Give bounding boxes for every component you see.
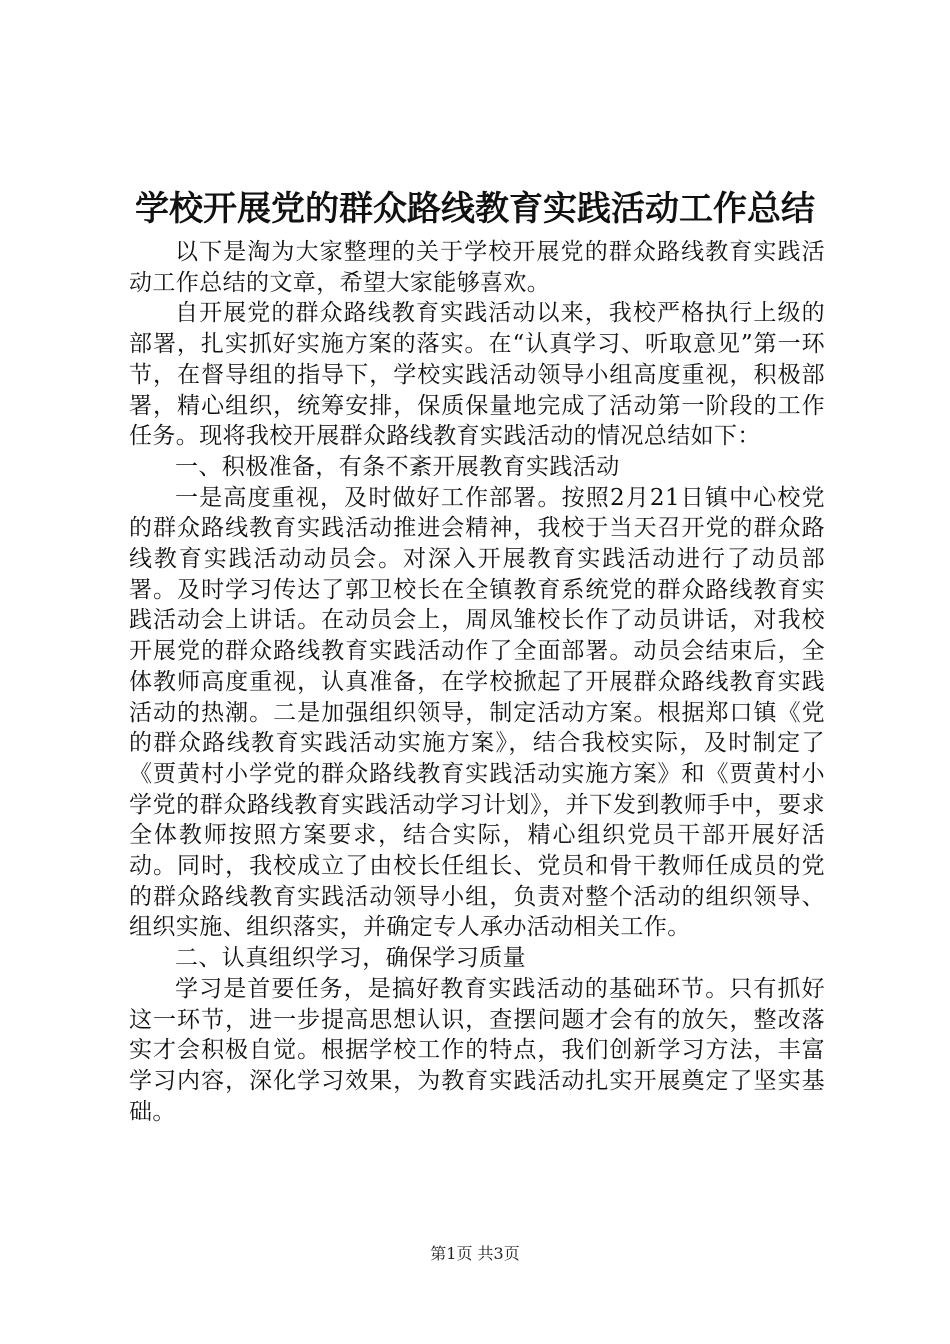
intro-paragraph: 以下是淘为大家整理的关于学校开展党的群众路线教育实践活动工作总结的文章，希望大家能够喜欢。 <box>129 239 825 296</box>
document-title: 学校开展党的群众路线教育实践活动工作总结 <box>135 189 815 229</box>
overview-paragraph: 自开展党的群众路线教育实践活动以来，我校严格执行上级的部署，扎实抓好实施方案的落实。在“认真学习、听取意见”第一环节，在督导组的指导下，学校实践活动领导小组高度重视，积极部署，精心组织，统筹安排，保质保量地完成了活动第一阶段的工作任务。现将我校开展群众路线教育实践活动的情况总结如下： <box>129 300 825 450</box>
section-2-paragraph: 学习是首要任务，是搞好教育实践活动的基础环节。只有抓好这一环节，进一步提高思想认识，查摆问题才会有的放矢，整改落实才会积极自觉。根据学校工作的特点，我们创新学习方法，丰富学习内容，深化学习效果，为教育实践活动扎实开展奠定了坚实基础。 <box>129 975 825 1125</box>
document-body <box>129 237 825 1127</box>
section-1-paragraph: 一是高度重视，及时做好工作部署。按照2月21日镇中心校党的群众路线教育实践活动推进会精神，我校于当天召开党的群众路线教育实践活动动员会。对深入开展教育实践活动进行了动员部署。及时学习传达了郭卫校长在全镇教育系统党的群众路线教育实践活动会上讲话。在动员会上，周凤雏校长作了动员讲话，对我校开展党的群众路线教育实践活动作了全面部署。动员会结束后，全体教师高度重视，认真准备，在学校掀起了开展群众路线教育实践活动的热潮。二是加强组织领导，制定活动方案。根据郑口镇《党的群众路线教育实践活动实施方案》，结合我校实际，及时制定了《贾黄村小学党的群众路线教育实践活动实施方案》和《贾黄村小学党的群众路线教育实践活动学习计划》，并下发到教师手中，要求全体教师按照方案要求，结合实际，精心组织党员干部开展好活动。同时，我校成立了由校长任组长、党员和骨干教师任成员的党的群众路线教育实践活动领导小组，负责对整个活动的组织领导、组织实施、组织落实，并确定专人承办活动相关工作。 <box>129 484 825 941</box>
section-heading-2: 二、认真组织学习，确保学习质量 <box>175 945 526 972</box>
section-heading-1: 一、积极准备，有条不紊开展教育实践活动 <box>175 453 620 480</box>
page-footer: 第1页 共3页 <box>430 1244 520 1263</box>
